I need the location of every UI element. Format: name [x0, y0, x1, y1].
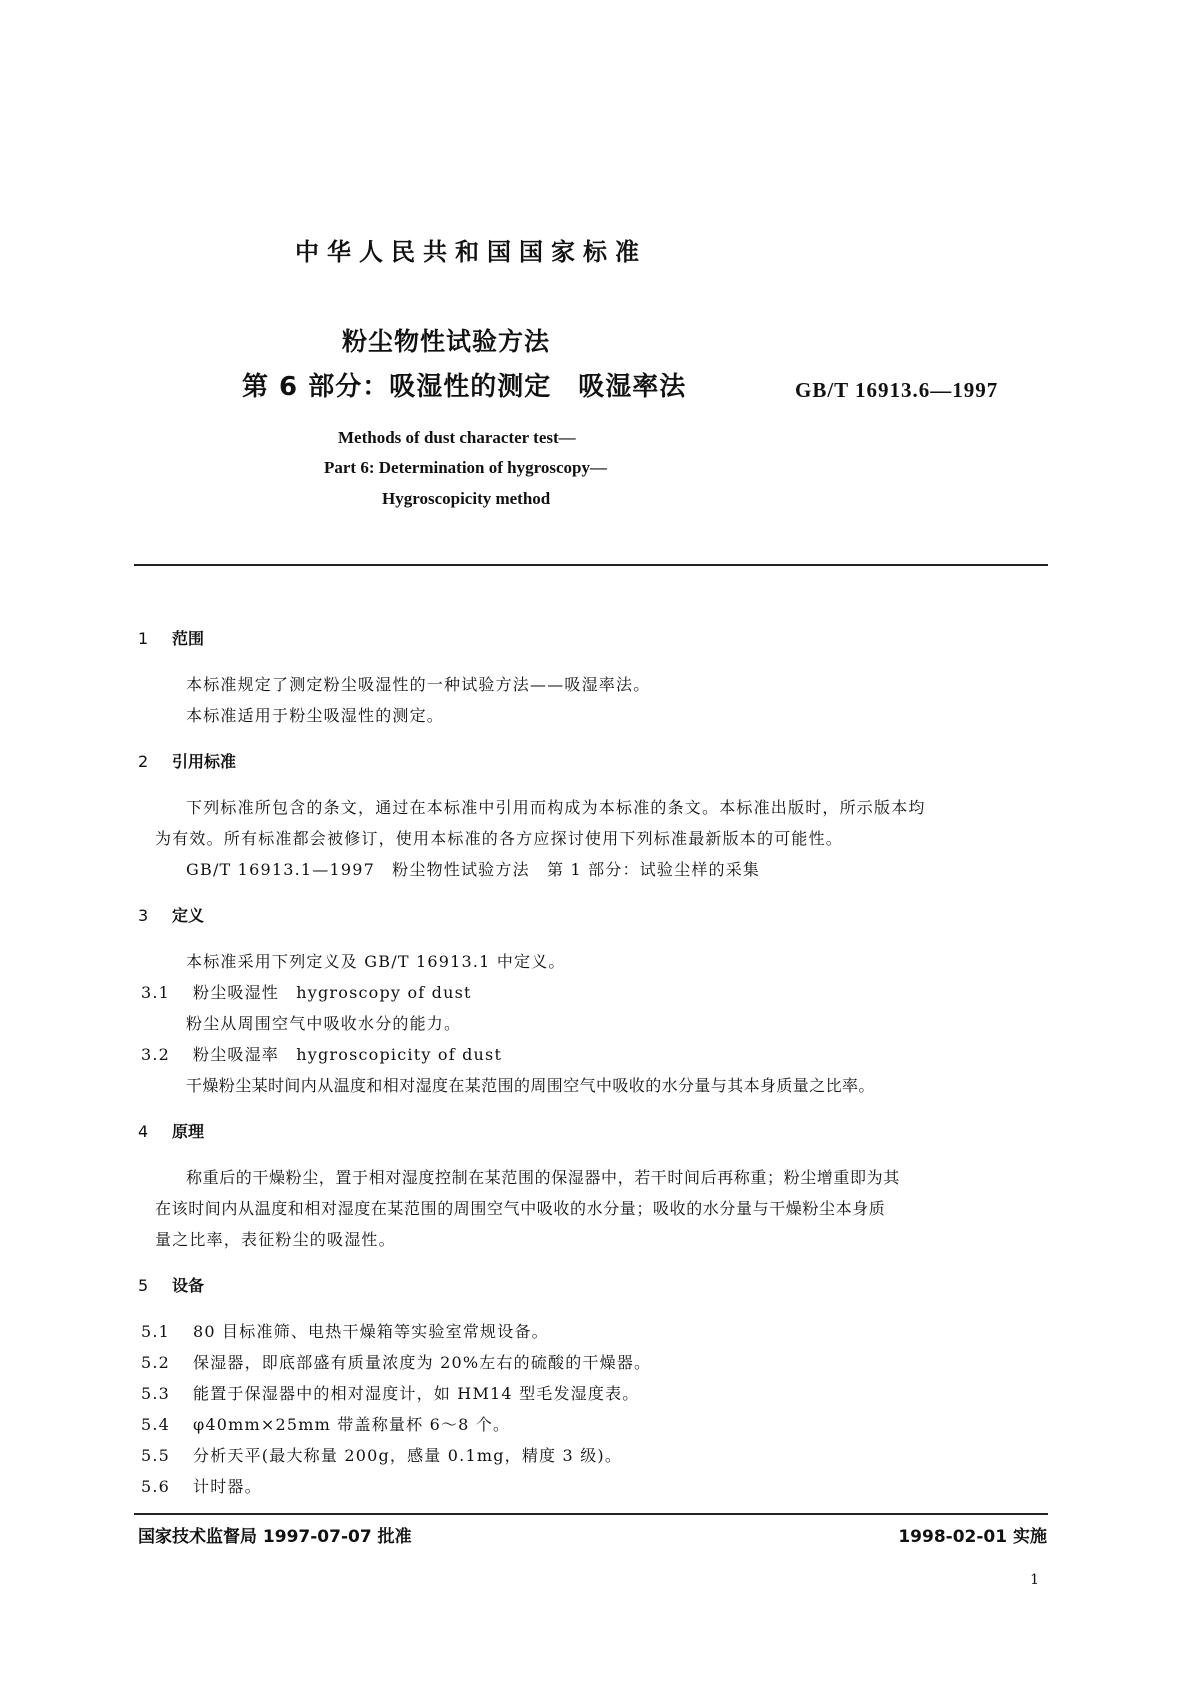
paragraph-continuation: 量之比率，表征粉尘的吸湿性。 — [155, 1230, 396, 1249]
section-1-heading — [138, 626, 204, 649]
definition-term-3-2 — [141, 1042, 502, 1065]
section-title: 范围 — [172, 629, 205, 648]
paragraph-continuation: 在该时间内从温度和相对湿度在某范围的周围空气中吸收的水分量；吸收的水分量与干燥粉尘本身质 — [155, 1199, 886, 1218]
definition-term-3-1 — [141, 980, 472, 1003]
title-line-2: 第 6 部分：吸湿性的测定 吸湿率法 — [242, 372, 687, 402]
term: 粉尘吸湿性 hygroscopy of dust — [193, 983, 472, 1002]
english-title-line-1: Methods of dust character test— — [338, 428, 576, 447]
footer-divider — [134, 1513, 1048, 1515]
item-text: 80 目标准筛、电热干燥箱等实验室常规设备。 — [193, 1322, 549, 1341]
paragraph: 本标准适用于粉尘吸湿性的测定。 — [186, 706, 445, 725]
equipment-item — [141, 1412, 510, 1435]
equipment-item — [141, 1381, 639, 1404]
english-title-line-3: Hygroscopicity method — [382, 489, 551, 508]
section-4-heading — [138, 1119, 204, 1142]
clause-number: 3.1 — [141, 983, 171, 1002]
clause-number: 5.5 — [141, 1446, 171, 1465]
national-standard-heading: 中华人民共和国国家标准 — [295, 238, 647, 266]
section-5-heading — [138, 1273, 204, 1296]
header-divider — [134, 564, 1048, 566]
clause-number: 5.4 — [141, 1415, 171, 1434]
equipment-item — [141, 1319, 549, 1342]
approval-date: 国家技术监督局 1997-07-07 批准 — [138, 1527, 412, 1547]
clause-number: 5.6 — [141, 1477, 171, 1496]
item-text: 分析天平(最大称量 200g，感量 0.1mg，精度 3 级)。 — [193, 1446, 623, 1465]
equipment-item — [141, 1474, 262, 1497]
paragraph: 本标准规定了测定粉尘吸湿性的一种试验方法——吸湿率法。 — [186, 675, 651, 694]
effective-date: 1998-02-01 实施 — [898, 1527, 1047, 1547]
section-title: 设备 — [172, 1276, 205, 1295]
equipment-item — [141, 1443, 622, 1466]
english-title-line-2: Part 6: Determination of hygroscopy— — [324, 458, 607, 477]
page-number: 1 — [1030, 1572, 1039, 1588]
section-title: 定义 — [172, 906, 205, 925]
paragraph: 称重后的干燥粉尘，置于相对湿度控制在某范围的保湿器中，若干时间后再称重；粉尘增重即为其 — [186, 1168, 900, 1187]
clause-number: 5.3 — [141, 1384, 171, 1403]
paragraph-continuation: 为有效。所有标准都会被修订，使用本标准的各方应探讨使用下列标准最新版本的可能性。 — [155, 829, 844, 848]
section-2-heading — [138, 749, 236, 772]
paragraph: 下列标准所包含的条文，通过在本标准中引用而构成为本标准的条文。本标准出版时，所示版本均 — [186, 798, 926, 817]
section-number: 4 — [138, 1122, 149, 1141]
section-number: 3 — [138, 906, 149, 925]
section-3-heading — [138, 903, 204, 926]
standard-code: GB/T 16913.6—1997 — [795, 378, 999, 402]
section-number: 5 — [138, 1276, 149, 1295]
clause-number: 5.1 — [141, 1322, 171, 1341]
item-text: 保湿器，即底部盛有质量浓度为 20%左右的硫酸的干燥器。 — [193, 1353, 652, 1372]
paragraph: 本标准采用下列定义及 GB/T 16913.1 中定义。 — [186, 952, 566, 971]
definition-text-3-1: 粉尘从周围空气中吸收水分的能力。 — [186, 1014, 462, 1033]
item-text: 能置于保湿器中的相对湿度计，如 HM14 型毛发湿度表。 — [193, 1384, 640, 1403]
clause-number: 3.2 — [141, 1045, 171, 1064]
item-text: 计时器。 — [193, 1477, 262, 1496]
term: 粉尘吸湿率 hygroscopicity of dust — [193, 1045, 503, 1064]
equipment-item — [141, 1350, 651, 1373]
section-number: 1 — [138, 629, 149, 648]
clause-number: 5.2 — [141, 1353, 171, 1372]
section-number: 2 — [138, 752, 149, 771]
section-title: 引用标准 — [172, 752, 237, 771]
section-title: 原理 — [172, 1122, 205, 1141]
title-line-1: 粉尘物性试验方法 — [342, 327, 551, 356]
normative-reference: GB/T 16913.1—1997 粉尘物性试验方法 第 1 部分：试验尘样的采集 — [186, 860, 761, 879]
item-text: φ40mm×25mm 带盖称量杯 6～8 个。 — [193, 1415, 511, 1434]
definition-text-3-2: 干燥粉尘某时间内从温度和相对湿度在某范围的周围空气中吸收的水分量与其本身质量之比率。 — [186, 1076, 875, 1095]
